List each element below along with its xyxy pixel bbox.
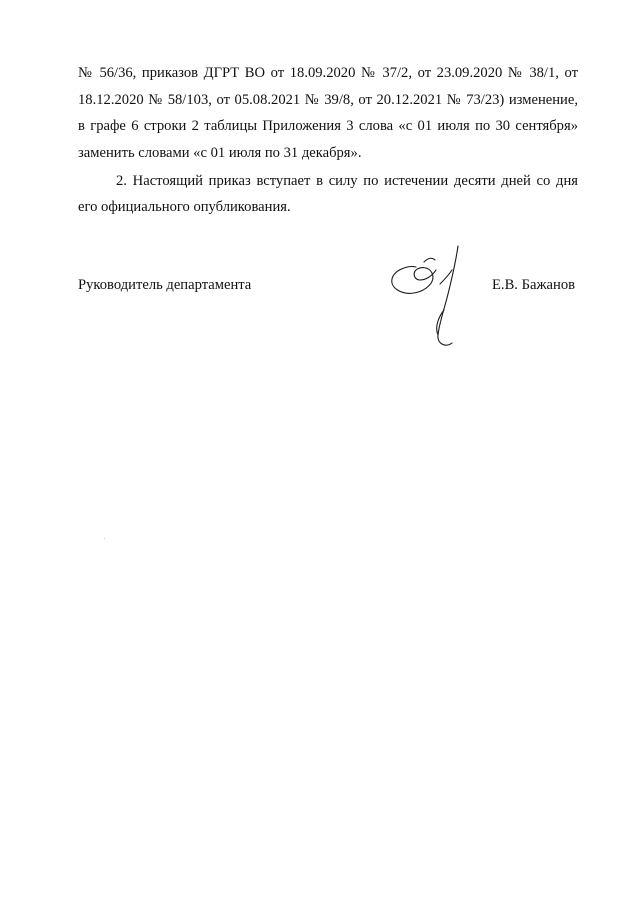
signatory-name: Е.В. Бажанов <box>492 277 576 293</box>
paragraph-2-line-1: 2. Настоящий приказ вступает в силу по истечении десяти дней со дня <box>116 173 578 189</box>
paragraph-1-line-4: заменить словами «с 01 июля по 31 декабря». <box>78 145 362 161</box>
scan-speck <box>104 538 105 539</box>
paragraph-1-line-1: № 56/36, приказов ДГРТ ВО от 18.09.2020 № 37/2, от 23.09.2020 № 38/1, от <box>78 65 578 81</box>
signatory-position: Руководитель департамента <box>78 277 252 293</box>
handwritten-signature <box>388 240 488 350</box>
paragraph-2-line-2: его официального опубликования. <box>78 199 291 215</box>
paragraph-1-line-2: 18.12.2020 № 58/103, от 05.08.2021 № 39/8, от 20.12.2021 № 73/23) изменение, <box>78 92 578 108</box>
paragraph-1-line-3: в графе 6 строки 2 таблицы Приложения 3 слова «с 01 июля по 30 сентября» <box>78 118 578 134</box>
